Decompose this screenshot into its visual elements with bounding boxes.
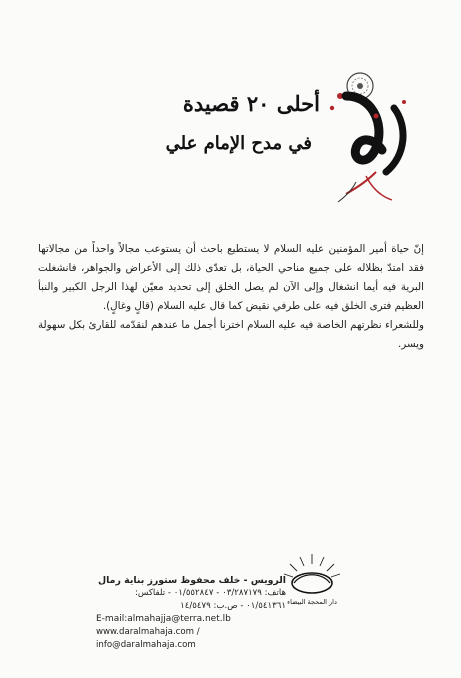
calligraphy-emblem	[316, 56, 436, 206]
publisher-phones: هاتف: ٠٣/٢٨٧١٧٩ - ٠١/٥٥٢٨٤٧ - تلفاكس: ٠١/٥٤١٣٦١ - ص.ب: ١٤/٥٤٧٩	[134, 588, 286, 611]
publisher-website[interactable]: www.daralmahaja.com / info@daralmahaja.com	[96, 627, 200, 650]
description-paragraph-1: إنّ حياة أمير المؤمنين عليه السلام لا يستطيع باحث أن يستوعب مجالاً واحداً من مجالاتها فقد امتدّ بظلاله على جميع مناحي الحياة، بل تعدّى ذلك إلى الأعراض والجواهر، فانشغلت البرية فيه أيما انشغال وإلى الآن لم يصل الخلق إلى تحديد معيّن لهذا الرجل الكبير والنبأ العظيم فترى الخلق فيه على طرفي نقيض كما قال عليه السلام (قالٍ وغالٍ).	[38, 243, 424, 312]
publisher-address: الرويس - خلف محفوظ ستورز بناية رمال	[98, 575, 286, 586]
publisher-logo-text: دار المحجة البيضاء	[287, 598, 337, 606]
publisher-logo	[280, 550, 344, 616]
publisher-info	[96, 574, 286, 652]
description-paragraph-2: وللشعراء نظرتهم الخاصة فيه عليه السلام اخترنا أجمل ما عندهم لنقدّمه للقارئ بكل سهولة ويسر.	[38, 319, 424, 350]
description	[38, 240, 424, 354]
publisher-email[interactable]: E-mail:almahajja@terra.net.lb	[96, 614, 231, 624]
title-line-1: أحلى ٢٠ قصيدة	[182, 91, 320, 116]
title-line-2: في مدح الإمام علي	[165, 133, 312, 154]
title-block	[150, 90, 330, 158]
